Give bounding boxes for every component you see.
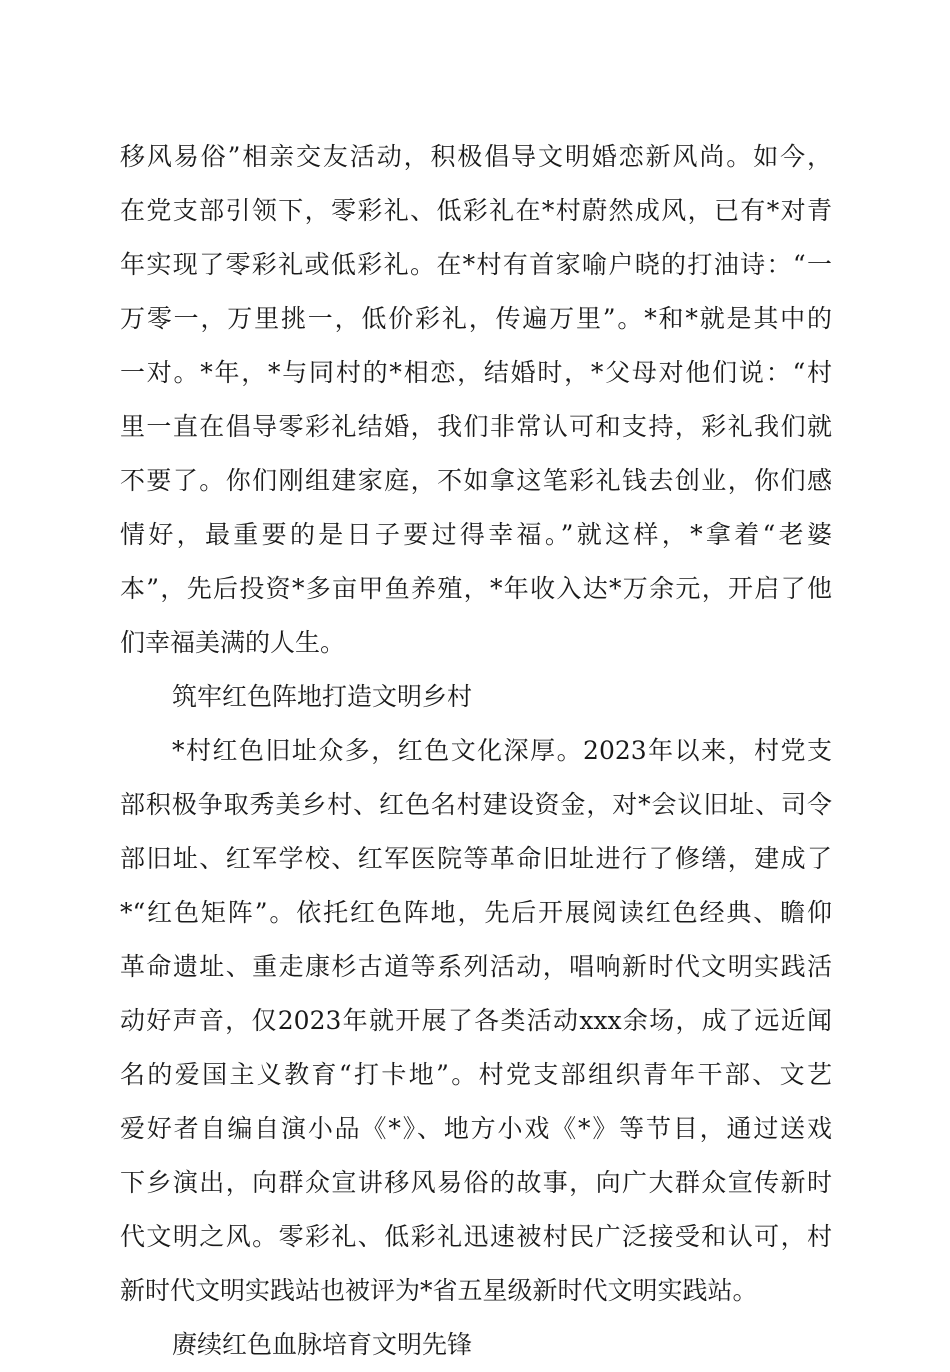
text-line: 代文明之风。零彩礼、低彩礼迅速被村民广泛接受和认可，村 — [120, 1222, 832, 1251]
text-line: 部积极争取秀美乡村、红色名村建设资金，对*会议旧址、司令 — [120, 790, 832, 819]
text-line: 不要了。你们刚组建家庭，不如拿这笔彩礼钱去创业，你们感 — [120, 466, 832, 495]
section-heading: 赓续红色血脉培育文明先锋 — [172, 1330, 473, 1359]
text-line: 新时代文明实践站也被评为*省五星级新时代文明实践站。 — [120, 1276, 758, 1305]
paragraph-2 — [120, 724, 832, 1318]
text-line: 年实现了零彩礼或低彩礼。在*村有首家喻户晓的打油诗：“一 — [120, 250, 832, 279]
text-line: 爱好者自编自演小品《*》、地方小戏《*》等节目，通过送戏 — [120, 1114, 832, 1143]
paragraph-1 — [120, 130, 832, 670]
text-line: 一对。*年，*与同村的*相恋，结婚时，*父母对他们说：“村 — [120, 358, 832, 387]
text-line: 本”，先后投资*多亩甲鱼养殖，*年收入达*万余元，开启了他 — [120, 574, 832, 603]
text-line: 移风易俗”相亲交友活动，积极倡导文明婚恋新风尚。如今， — [120, 142, 832, 171]
text-line: 动好声音，仅2023年就开展了各类活动xxx余场，成了远近闻 — [120, 1006, 832, 1035]
text-line: 名的爱国主义教育“打卡地”。村党支部组织青年干部、文艺 — [120, 1060, 832, 1089]
section-heading: 筑牢红色阵地打造文明乡村 — [172, 682, 473, 711]
text-line: 们幸福美满的人生。 — [120, 628, 346, 657]
text-line: *“红色矩阵”。依托红色阵地，先后开展阅读红色经典、瞻仰 — [120, 898, 832, 927]
text-line: 部旧址、红军学校、红军医院等革命旧址进行了修缮，建成了 — [120, 844, 832, 873]
text-line: 情好，最重要的是日子要过得幸福。”就这样，*拿着“老婆 — [120, 520, 832, 549]
text-line: *村红色旧址众多，红色文化深厚。2023年以来，村党支 — [172, 736, 832, 765]
document-body — [120, 130, 832, 1372]
text-line: 革命遗址、重走康杉古道等系列活动，唱响新时代文明实践活 — [120, 952, 832, 981]
text-line: 在党支部引领下，零彩礼、低彩礼在*村蔚然成风，已有*对青 — [120, 196, 832, 225]
text-line: 里一直在倡导零彩礼结婚，我们非常认可和支持，彩礼我们就 — [120, 412, 832, 441]
text-line: 下乡演出，向群众宣讲移风易俗的故事，向广大群众宣传新时 — [120, 1168, 832, 1197]
text-line: 万零一，万里挑一，低价彩礼，传遍万里”。*和*就是其中的 — [120, 304, 832, 333]
